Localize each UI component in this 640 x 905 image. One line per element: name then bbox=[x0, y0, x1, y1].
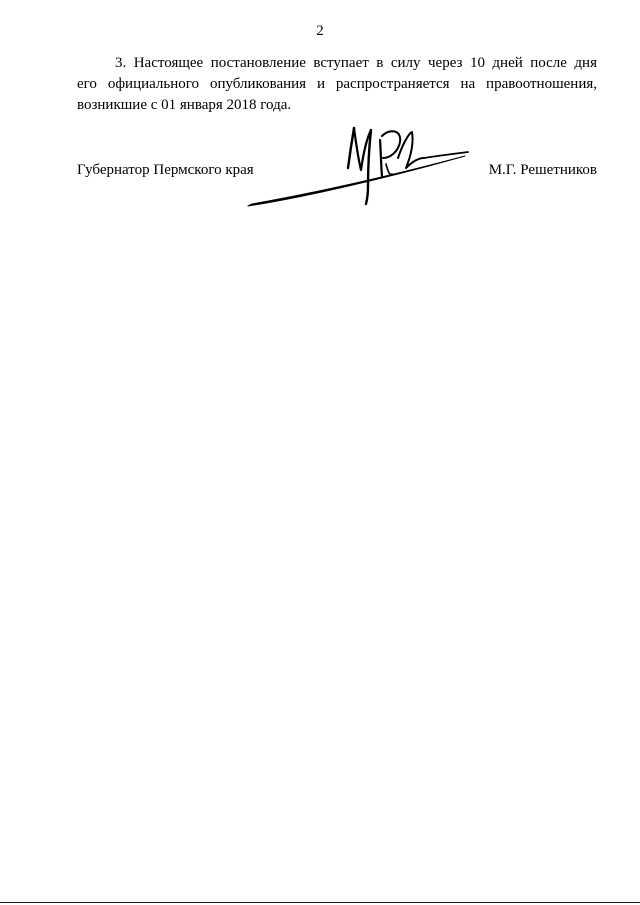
signatory-name: М.Г. Решетников bbox=[488, 162, 597, 178]
page-bottom-edge bbox=[0, 902, 640, 903]
paragraph-line: возникшие с 01 января 2018 года. bbox=[77, 97, 292, 113]
signature-block bbox=[77, 160, 597, 180]
signatory-position: Губернатор Пермского края bbox=[77, 162, 254, 178]
page-number: 2 bbox=[316, 23, 324, 39]
paragraph-line: 3. Настоящее постановление вступает в силу через 10 дней после дня bbox=[115, 55, 597, 71]
paragraph-line: его официального опубликования и распространяется на правоотношения, bbox=[77, 76, 597, 92]
clause-paragraph bbox=[77, 53, 597, 116]
